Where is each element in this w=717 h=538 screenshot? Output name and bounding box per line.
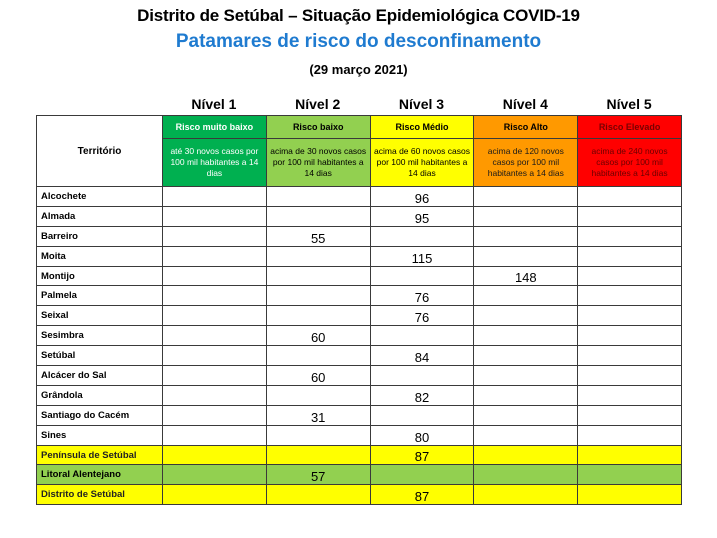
value-cell-level-3 — [370, 266, 474, 286]
value-cell-level-1 — [163, 226, 267, 246]
value-cell-level-2 — [266, 206, 370, 226]
value-cell-level-4 — [474, 226, 578, 246]
value-cell-level-5 — [578, 246, 682, 266]
value-cell-level-1 — [163, 187, 267, 207]
level-label-3: Nível 3 — [398, 96, 445, 112]
value-cell-level-3 — [370, 465, 474, 485]
value-cell-level-1 — [163, 266, 267, 286]
value-cell-level-5 — [578, 485, 682, 505]
value-cell-level-1 — [163, 286, 267, 306]
value-cell-level-3 — [370, 226, 474, 246]
value-cell-level-4 — [474, 405, 578, 425]
value-cell-level-4 — [474, 445, 578, 465]
value-cell-level-2 — [266, 306, 370, 326]
value-cell-level-2 — [266, 246, 370, 266]
territory-name: Setúbal — [37, 346, 163, 366]
value-cell-level-5 — [578, 187, 682, 207]
value-cell-level-3: 96 — [370, 187, 474, 207]
report-date: (29 março 2021) — [309, 62, 408, 77]
value-cell-level-3: 80 — [370, 425, 474, 445]
table-row — [37, 306, 682, 326]
desc-level-4: acima de 120 novos casos por 100 mil habitantes a 14 dias — [474, 139, 578, 187]
table-row — [37, 187, 682, 207]
value-cell-level-4 — [474, 187, 578, 207]
value-cell-level-5 — [578, 206, 682, 226]
value-cell-level-1 — [163, 385, 267, 405]
level-label-5: Nível 5 — [606, 96, 652, 112]
table-row — [37, 366, 682, 386]
value-cell-level-4 — [474, 425, 578, 445]
value-cell-level-5 — [578, 445, 682, 465]
value-cell-level-1 — [163, 465, 267, 485]
risk-level-1: Risco muito baixo — [163, 116, 267, 139]
territory-name: Sines — [37, 425, 163, 445]
territory-name: Almada — [37, 206, 163, 226]
territory-name: Alcochete — [37, 187, 163, 207]
value-cell-level-4 — [474, 206, 578, 226]
value-cell-level-4 — [474, 346, 578, 366]
value-cell-level-3: 95 — [370, 206, 474, 226]
territory-name: Palmela — [37, 286, 163, 306]
table-row — [37, 206, 682, 226]
value-cell-level-3: 76 — [370, 286, 474, 306]
value-cell-level-1 — [163, 445, 267, 465]
territory-name: Seixal — [37, 306, 163, 326]
value-cell-level-5 — [578, 366, 682, 386]
level-labels — [162, 96, 681, 112]
value-cell-level-4 — [474, 366, 578, 386]
table-row — [37, 226, 682, 246]
desc-level-3: acima de 60 novos casos por 100 mil habitantes a 14 dias — [370, 139, 474, 187]
territory-name: Moita — [37, 246, 163, 266]
value-cell-level-2: 60 — [266, 366, 370, 386]
value-cell-level-2 — [266, 346, 370, 366]
value-cell-level-3 — [370, 326, 474, 346]
value-cell-level-1 — [163, 326, 267, 346]
value-cell-level-3 — [370, 366, 474, 386]
value-cell-level-2 — [266, 385, 370, 405]
territory-name: Península de Setúbal — [37, 445, 163, 465]
risk-level-4: Risco Alto — [474, 116, 578, 139]
value-cell-level-2 — [266, 266, 370, 286]
value-cell-level-3 — [370, 405, 474, 425]
table-row — [37, 246, 682, 266]
value-cell-level-2 — [266, 445, 370, 465]
value-cell-level-4 — [474, 465, 578, 485]
value-cell-level-5 — [578, 405, 682, 425]
value-cell-level-2 — [266, 286, 370, 306]
value-cell-level-2 — [266, 485, 370, 505]
value-cell-level-1 — [163, 405, 267, 425]
value-cell-level-1 — [163, 306, 267, 326]
value-cell-level-5 — [578, 266, 682, 286]
value-cell-level-4 — [474, 326, 578, 346]
territory-name: Alcácer do Sal — [37, 366, 163, 386]
table-row — [37, 266, 682, 286]
value-cell-level-3: 87 — [370, 485, 474, 505]
table-row — [37, 445, 682, 465]
level-label-1: Nível 1 — [191, 96, 237, 112]
territory-name: Sesimbra — [37, 326, 163, 346]
table-row — [37, 425, 682, 445]
risk-level-2: Risco baixo — [266, 116, 370, 139]
value-cell-level-2 — [266, 425, 370, 445]
value-cell-level-4 — [474, 286, 578, 306]
value-cell-level-4: 148 — [474, 266, 578, 286]
value-cell-level-5 — [578, 326, 682, 346]
value-cell-level-2 — [266, 187, 370, 207]
risk-table — [36, 115, 682, 505]
value-cell-level-5 — [578, 465, 682, 485]
value-cell-level-4 — [474, 485, 578, 505]
table-row — [37, 405, 682, 425]
territory-name: Grândola — [37, 385, 163, 405]
value-cell-level-5 — [578, 346, 682, 366]
desc-level-2: acima de 30 novos casos por 100 mil habitantes a 14 dias — [266, 139, 370, 187]
table-row — [37, 465, 682, 485]
value-cell-level-1 — [163, 246, 267, 266]
table-row — [37, 326, 682, 346]
territory-name: Distrito de Setúbal — [37, 485, 163, 505]
value-cell-level-3: 115 — [370, 246, 474, 266]
level-label-4: Nível 4 — [502, 96, 548, 112]
page-subtitle: Patamares de risco do desconfinamento — [175, 31, 542, 52]
value-cell-level-5 — [578, 425, 682, 445]
header-risk-row — [37, 116, 682, 139]
territory-name: Litoral Alentejano — [37, 465, 163, 485]
territory-name: Santiago do Cacém — [37, 405, 163, 425]
level-label-2: Nível 2 — [295, 96, 341, 112]
risk-level-3: Risco Médio — [370, 116, 474, 139]
value-cell-level-5 — [578, 286, 682, 306]
value-cell-level-2: 60 — [266, 326, 370, 346]
risk-level-5: Risco Elevado — [578, 116, 682, 139]
table-row — [37, 385, 682, 405]
territory-header: Território — [37, 116, 163, 187]
value-cell-level-3: 87 — [370, 445, 474, 465]
value-cell-level-1 — [163, 206, 267, 226]
value-cell-level-3: 82 — [370, 385, 474, 405]
value-cell-level-4 — [474, 306, 578, 326]
value-cell-level-1 — [163, 485, 267, 505]
territory-name: Barreiro — [37, 226, 163, 246]
page-title: Distrito de Setúbal – Situação Epidemiológica COVID-19 — [137, 6, 580, 25]
value-cell-level-5 — [578, 306, 682, 326]
territory-name: Montijo — [37, 266, 163, 286]
value-cell-level-5 — [578, 385, 682, 405]
value-cell-level-5 — [578, 226, 682, 246]
desc-level-1: até 30 novos casos por 100 mil habitantes a 14 dias — [163, 139, 267, 187]
desc-level-5: acima de 240 novos casos por 100 mil habitantes a 14 dias — [578, 139, 682, 187]
value-cell-level-3: 76 — [370, 306, 474, 326]
value-cell-level-4 — [474, 385, 578, 405]
value-cell-level-1 — [163, 425, 267, 445]
table-row — [37, 286, 682, 306]
value-cell-level-1 — [163, 346, 267, 366]
value-cell-level-4 — [474, 246, 578, 266]
table-row — [37, 346, 682, 366]
value-cell-level-2: 31 — [266, 405, 370, 425]
value-cell-level-1 — [163, 366, 267, 386]
value-cell-level-2: 55 — [266, 226, 370, 246]
value-cell-level-3: 84 — [370, 346, 474, 366]
table-row — [37, 485, 682, 505]
value-cell-level-2: 57 — [266, 465, 370, 485]
